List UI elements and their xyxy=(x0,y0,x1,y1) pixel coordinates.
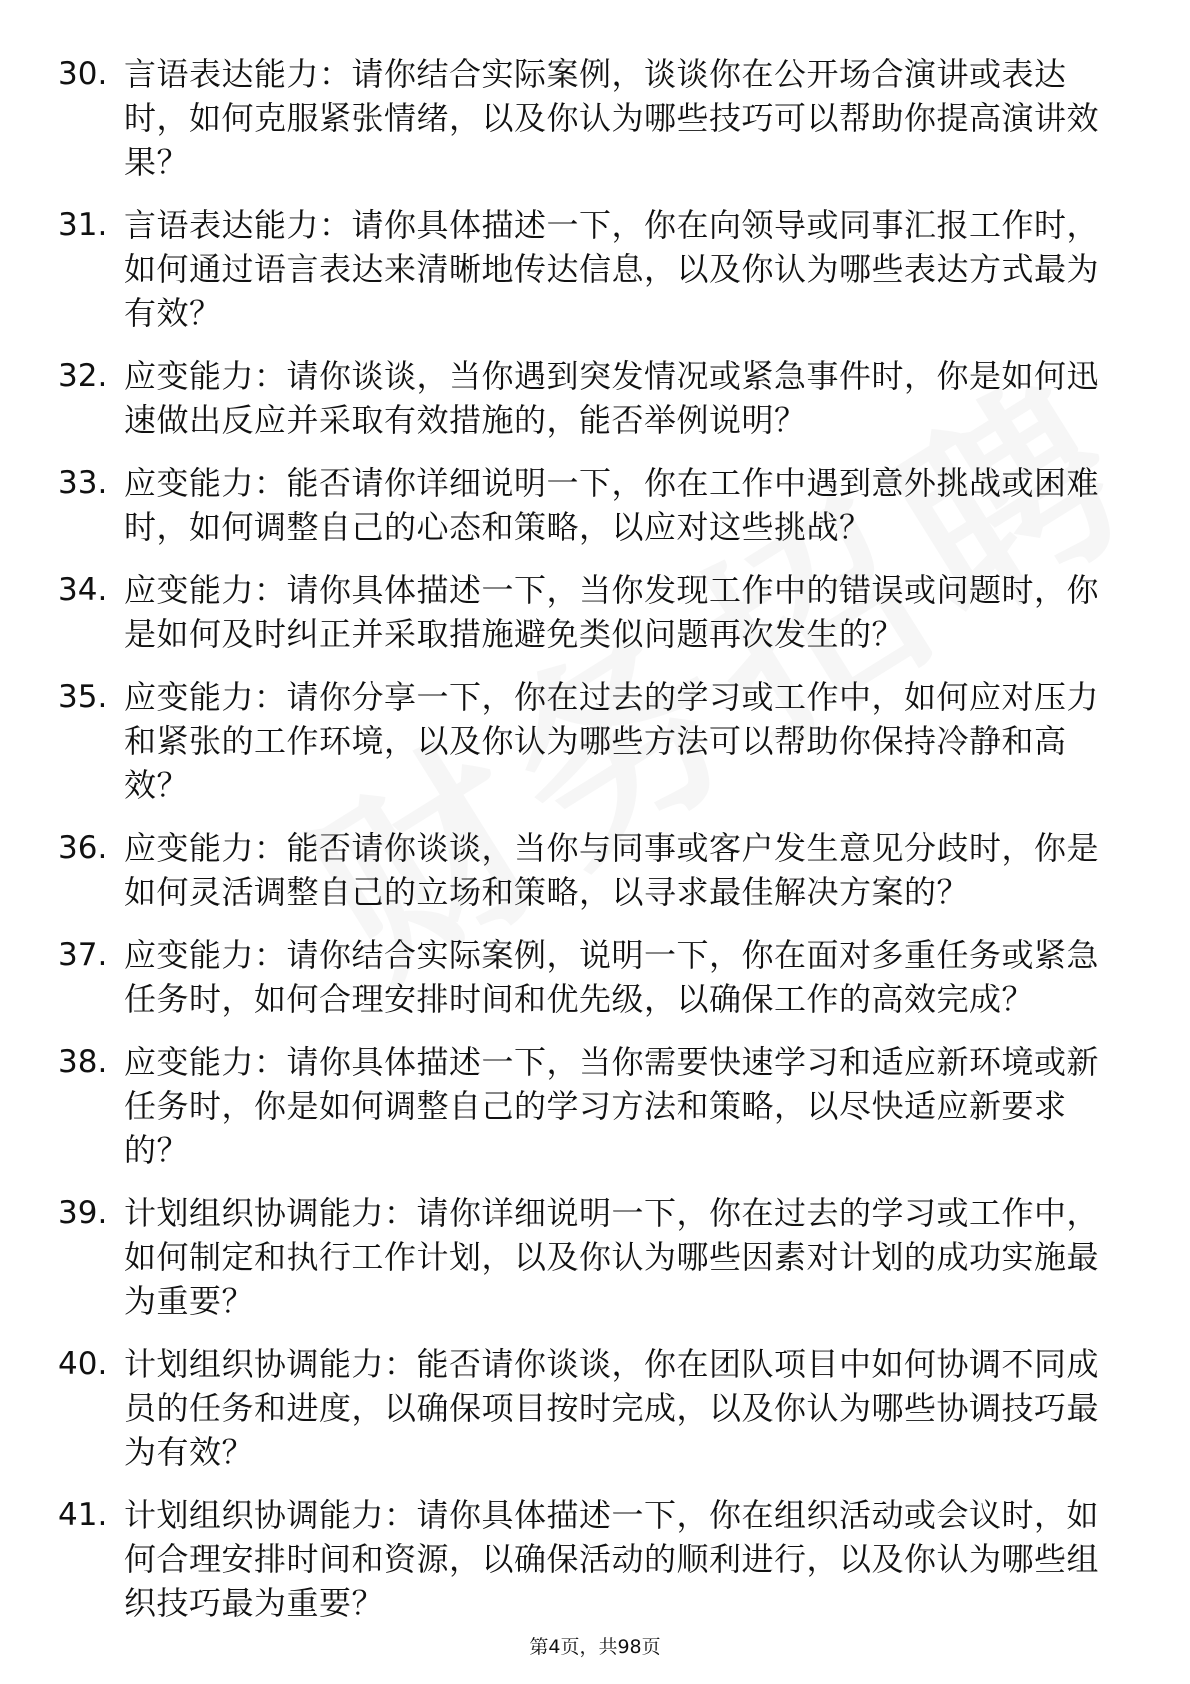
question-text: 计划组织协调能力：请你具体描述一下，你在组织活动或会议时，如何合理安排时间和资源，以确保活动的顺利进行，以及你认为哪些组织技巧最为重要？ xyxy=(124,1496,1100,1622)
question-item xyxy=(58,675,1118,807)
question-text: 应变能力：请你结合实际案例，说明一下，你在面对多重任务或紧急任务时，如何合理安排时间和优先级，以确保工作的高效完成？ xyxy=(124,936,1100,1018)
question-number: 41. xyxy=(58,1497,108,1533)
question-number: 38. xyxy=(58,1044,108,1080)
question-item xyxy=(58,354,1118,442)
question-text: 应变能力：请你具体描述一下，当你需要快速学习和适应新环境或新任务时，你是如何调整自己的学习方法和策略，以尽快适应新要求的？ xyxy=(124,1043,1100,1169)
question-text: 言语表达能力：请你具体描述一下，你在向领导或同事汇报工作时，如何通过语言表达来清晰地传达信息，以及你认为哪些表达方式最为有效？ xyxy=(124,206,1100,332)
question-number: 40. xyxy=(58,1346,108,1382)
question-number: 34. xyxy=(58,572,108,608)
question-list xyxy=(58,52,1118,1644)
question-number: 31. xyxy=(58,207,108,243)
question-number: 33. xyxy=(58,465,108,501)
question-text: 应变能力：能否请你谈谈，当你与同事或客户发生意见分歧时，你是如何灵活调整自己的立场和策略，以寻求最佳解决方案的？ xyxy=(124,829,1100,911)
question-number: 30. xyxy=(58,56,108,92)
question-text: 计划组织协调能力：请你详细说明一下，你在过去的学习或工作中，如何制定和执行工作计划，以及你认为哪些因素对计划的成功实施最为重要？ xyxy=(124,1194,1100,1320)
question-number: 35. xyxy=(58,679,108,715)
question-text: 应变能力：请你分享一下，你在过去的学习或工作中，如何应对压力和紧张的工作环境，以及你认为哪些方法可以帮助你保持冷静和高效？ xyxy=(124,678,1100,804)
question-text: 应变能力：请你具体描述一下，当你发现工作中的错误或问题时，你是如何及时纠正并采取措施避免类似问题再次发生的？ xyxy=(124,571,1100,653)
question-item xyxy=(58,461,1118,549)
question-text: 言语表达能力：请你结合实际案例，谈谈你在公开场合演讲或表达时，如何克服紧张情绪，以及你认为哪些技巧可以帮助你提高演讲效果？ xyxy=(124,55,1100,181)
question-text: 应变能力：能否请你详细说明一下，你在工作中遇到意外挑战或困难时，如何调整自己的心态和策略，以应对这些挑战？ xyxy=(124,464,1100,546)
question-number: 36. xyxy=(58,830,108,866)
page-footer: 第4页，共98页 xyxy=(529,1636,661,1658)
question-item xyxy=(58,1191,1118,1323)
question-number: 32. xyxy=(58,358,108,394)
question-item xyxy=(58,1342,1118,1474)
question-number: 37. xyxy=(58,937,108,973)
question-item xyxy=(58,1493,1118,1625)
question-item xyxy=(58,568,1118,656)
question-item xyxy=(58,826,1118,914)
question-text: 应变能力：请你谈谈，当你遇到突发情况或紧急事件时，你是如何迅速做出反应并采取有效措施的，能否举例说明？ xyxy=(124,357,1100,439)
question-item xyxy=(58,203,1118,335)
question-item xyxy=(58,1040,1118,1172)
question-text: 计划组织协调能力：能否请你谈谈，你在团队项目中如何协调不同成员的任务和进度，以确保项目按时完成，以及你认为哪些协调技巧最为有效？ xyxy=(124,1345,1100,1471)
question-item xyxy=(58,52,1118,184)
question-item xyxy=(58,933,1118,1021)
question-number: 39. xyxy=(58,1195,108,1231)
